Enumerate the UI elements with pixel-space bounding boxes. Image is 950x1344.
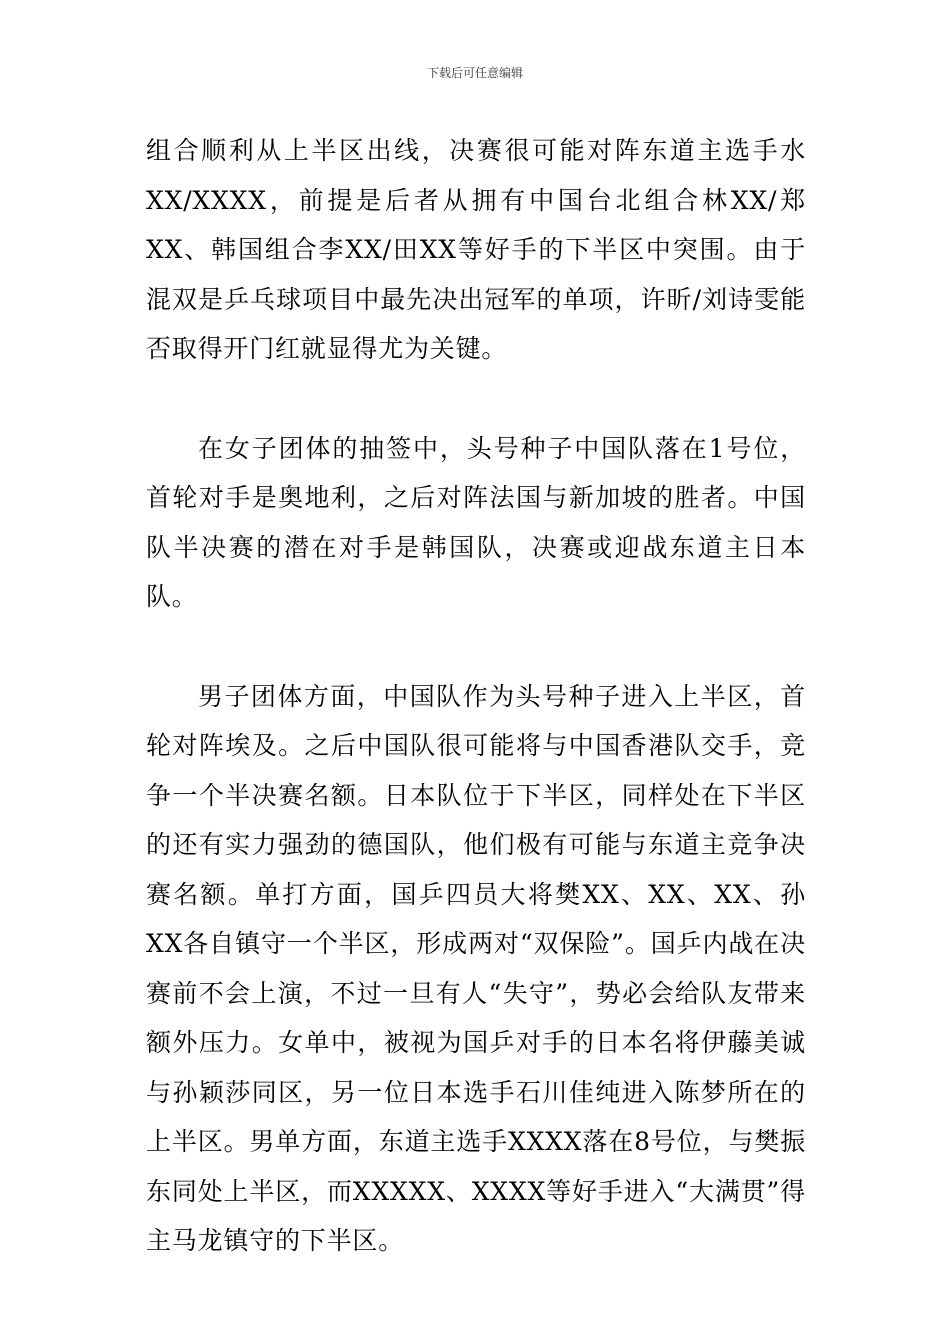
paragraph-men-team-singles: 男子团体方面，中国队作为头号种子进入上半区，首轮对阵埃及。之后中国队很可能将与中国香港队交手，竞争一个半决赛名额。日本队位于下半区，同样处在下半区的还有实力强劲的德国队，他们极有可能与东道主竞争决赛名额。单打方面，国乒四员大将樊XX、XX、XX、孙XX各自镇守一个半区，形成两对“双保险”。国乒内战在决赛前不会上演，不过一旦有人“失守”，势必会给队友带来额外压力。女单中，被视为国乒对手的日本名将伊藤美诚与孙颖莎同区，另一位日本选手石川佳纯进入陈梦所在的上半区。男单方面，东道主选手XXXX落在8号位，与樊振东同处上半区，而XXXXX、XXXX等好手进入“大满贯”得主马龙镇守的下半区。 [146, 681, 806, 1255]
paragraph-mixed-doubles: 组合顺利从上半区出线，决赛很可能对阵东道主选手水XX/XXXX，前提是后者从拥有中国台北组合林XX/郑XX、韩国组合李XX/田XX等好手的下半区中突围。由于混双是乒乓球项目中最先决出冠军的单项，许昕/刘诗雯能否取得开门红就显得尤为关键。 [146, 136, 806, 363]
page-header-note: 下载后可任意编辑 [426, 66, 523, 80]
paragraph-women-team: 在女子团体的抽签中，头号种子中国队落在1号位，首轮对手是奥地利，之后对阵法国与新加坡的胜者。中国队半决赛的潜在对手是韩国队，决赛或迎战东道主日本队。 [146, 433, 806, 611]
document-body [146, 126, 806, 1266]
